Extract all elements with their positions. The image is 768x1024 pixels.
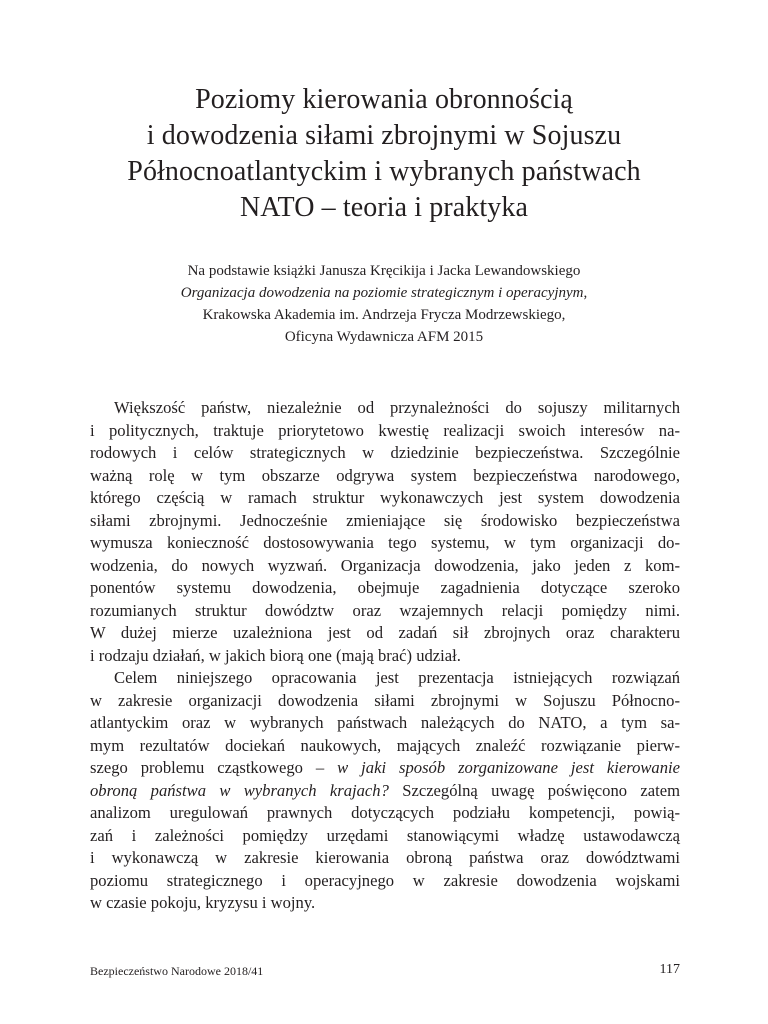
text-line: poziomu strategicznego i operacyjnego w zakresie dowodzenia wojskami	[90, 870, 680, 890]
title-line: Poziomy kierowania obronnością	[195, 84, 573, 115]
source-book-title-comma: ,	[583, 285, 588, 301]
paragraph-2	[90, 667, 680, 915]
text-segment: Szczególną uwagę poświęcono zatem	[388, 780, 680, 800]
text-line: w zakresie organizacji dowodzenia siłami zbrojnymi w Sojuszu Północno-	[90, 690, 680, 710]
article-body	[90, 397, 680, 915]
text-segment: szego problemu cząstkowego –	[90, 758, 338, 777]
research-question-part: obroną państwa w wybranych krajach?	[90, 780, 389, 800]
text-line: siłami zbrojnymi. Jednocześnie zmieniające się środowisko bezpieczeństwa	[90, 510, 680, 530]
text-line: w czasie pokoju, kryzysu i wojny.	[90, 893, 316, 912]
text-line: rozumianych struktur dowództw oraz wzajemnych relacji pomiędzy nimi.	[90, 600, 680, 620]
text-line-mixed	[90, 780, 680, 803]
title-line: i dowodzenia siłami zbrojnymi w Sojuszu	[146, 120, 622, 151]
text-line: którego częścią w ramach struktur wykonawczych jest system dowodzenia	[90, 488, 680, 507]
text-line: Celem niniejszego opracowania jest prezentacja istniejących rozwiązań	[114, 668, 680, 687]
title-line: Północnoatlantyckim i wybranych państwach	[127, 156, 641, 187]
text-line: mym rezultatów dociekań naukowych, mających znaleźć rozwiązanie pierw-	[90, 735, 680, 755]
text-line: i wykonawczą w zakresie kierowania obroną państwa oraz dowództwami	[90, 848, 680, 867]
source-publisher: Krakowska Akademia im. Andrzeja Frycza Modrzewskiego,	[202, 307, 566, 323]
source-reference	[60, 260, 708, 348]
text-line: rodowych i celów strategicznych w dziedzinie bezpieczeństwa. Szczególnie	[90, 443, 680, 462]
text-line: Większość państw, niezależnie od przynależności do sojuszy militarnych	[114, 398, 680, 417]
text-line: ponentów systemu dowodzenia, obejmuje zagadnienia dotyczące szeroko	[90, 578, 680, 597]
text-line: zań i zależności pomiędzy urzędami stanowiącymi władzę ustawodawczą	[90, 825, 680, 845]
running-footer-journal: Bezpieczeństwo Narodowe 2018/41	[90, 964, 264, 978]
text-line: wymusza konieczność dostosowywania tego systemu, w tym organizacji do-	[90, 533, 680, 552]
text-line: wodzenia, do nowych wyzwań. Organizacja dowodzenia, jako jeden z kom-	[90, 555, 680, 575]
title-line: NATO – teoria i praktyka	[239, 192, 529, 223]
source-book-title: Organizacja dowodzenia na poziomie strategicznym i operacyjnym	[180, 285, 584, 301]
text-line: analizom uregulowań prawnych dotyczących podziału kompetencji, powią-	[90, 803, 680, 822]
text-line: atlantyckim oraz w wybranych państwach należących do NATO, a tym sa-	[90, 713, 680, 732]
text-line-mixed	[90, 757, 680, 780]
text-line: W dużej mierze uzależniona jest od zadań sił zbrojnych oraz charakteru	[90, 623, 680, 642]
paragraph-1	[90, 397, 680, 667]
text-line: ważną rolę w tym obszarze odgrywa system bezpieczeństwa narodowego,	[90, 465, 680, 485]
source-book-title-line	[60, 282, 708, 304]
text-line: i rodzaju działań, w jakich biorą one (mają brać) udział.	[90, 645, 461, 665]
research-question-part: w jaki sposób zorganizowane jest kierowanie	[337, 758, 680, 777]
text-line: i politycznych, traktuje priorytetowo kwestię realizacji swoich interesów na-	[90, 420, 680, 440]
source-authors: Na podstawie książki Janusza Kręcikija i Jacka Lewandowskiego	[187, 263, 581, 279]
source-imprint: Oficyna Wydawnicza AFM 2015	[284, 329, 484, 345]
article-title	[60, 82, 708, 226]
page-number: 117	[659, 962, 680, 977]
